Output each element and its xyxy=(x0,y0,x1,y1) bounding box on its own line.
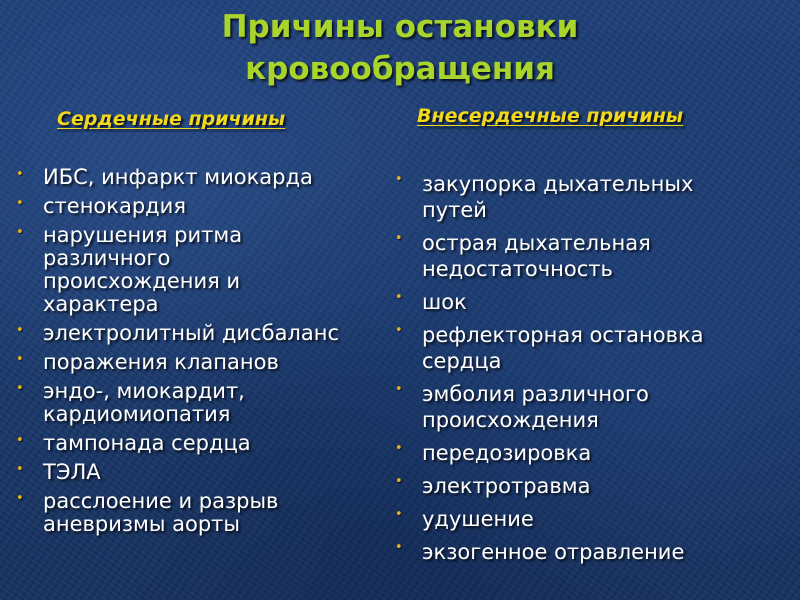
cardiac-cause-item-line: кардиомиопатия xyxy=(43,402,231,426)
cardiac-cause-item-text xyxy=(43,351,394,374)
noncardiac-cause-list-item xyxy=(393,322,793,374)
cardiac-cause-item-line: эндо-, миокардит, xyxy=(43,379,245,403)
cardiac-cause-item-text xyxy=(43,166,394,189)
noncardiac-cause-item-text xyxy=(422,230,793,282)
noncardiac-cause-item-line: острая дыхательная xyxy=(422,231,651,255)
bullet-icon: • xyxy=(16,323,24,338)
bullet-icon: • xyxy=(395,172,403,187)
noncardiac-cause-item-line: эмболия различного xyxy=(422,382,649,406)
cardiac-cause-item-line: поражения клапанов xyxy=(43,350,279,374)
cardiac-cause-item-line: ТЭЛА xyxy=(43,460,101,484)
noncardiac-cause-item-text xyxy=(422,539,793,565)
bullet-icon: • xyxy=(395,231,403,246)
noncardiac-cause-list-item xyxy=(393,440,793,466)
cardiac-cause-list-item xyxy=(14,166,394,189)
bullet-icon: • xyxy=(16,462,24,477)
bullet-icon: • xyxy=(16,381,24,396)
cardiac-cause-item-line: характера xyxy=(43,292,159,316)
cardiac-cause-item-text xyxy=(43,432,394,455)
cardiac-cause-list-item xyxy=(14,351,394,374)
bullet-icon: • xyxy=(16,167,24,182)
cardiac-cause-item-text xyxy=(43,461,394,484)
cardiac-cause-item-line: нарушения ритма xyxy=(43,223,243,247)
noncardiac-cause-list-item xyxy=(393,171,793,223)
cardiac-cause-item-text xyxy=(43,490,394,536)
noncardiac-cause-list-item xyxy=(393,506,793,532)
cardiac-cause-item-text xyxy=(43,224,394,316)
cardiac-cause-list-item xyxy=(14,461,394,484)
noncardiac-cause-item-line: удушение xyxy=(422,507,534,531)
noncardiac-cause-list-item xyxy=(393,473,793,499)
bullet-icon: • xyxy=(16,491,24,506)
slide-title xyxy=(0,6,800,90)
bullet-icon: • xyxy=(16,352,24,367)
noncardiac-cause-item-line: сердца xyxy=(422,349,502,373)
cardiac-cause-item-text xyxy=(43,195,394,218)
cardiac-cause-list-item xyxy=(14,432,394,455)
noncardiac-cause-item-text xyxy=(422,289,793,315)
noncardiac-cause-item-text xyxy=(422,506,793,532)
cardiac-cause-list-item xyxy=(14,380,394,426)
cardiac-cause-item-line: электролитный дисбаланс xyxy=(43,321,339,345)
noncardiac-cause-list-item xyxy=(393,539,793,565)
noncardiac-cause-item-text xyxy=(422,473,793,499)
bullet-icon: • xyxy=(395,441,403,456)
cardiac-cause-item-line: происхождения и xyxy=(43,269,241,293)
noncardiac-cause-item-text xyxy=(422,322,793,374)
cardiac-cause-item-line: аневризмы аорты xyxy=(43,512,240,536)
cardiac-cause-item-line: стенокардия xyxy=(43,194,186,218)
noncardiac-cause-item-line: рефлекторная остановка xyxy=(422,323,704,347)
noncardiac-cause-item-text xyxy=(422,440,793,466)
noncardiac-cause-item-line: недостаточность xyxy=(422,257,613,281)
cardiac-causes-list xyxy=(14,166,394,542)
cardiac-cause-item-text xyxy=(43,380,394,426)
slide-title-line-1: Причины остановки xyxy=(221,9,579,45)
bullet-icon: • xyxy=(395,540,403,555)
cardiac-causes-heading: Сердечные причины xyxy=(57,108,286,130)
cardiac-cause-item-text xyxy=(43,322,394,345)
cardiac-cause-list-item xyxy=(14,490,394,536)
noncardiac-cause-item-text xyxy=(422,171,793,223)
noncardiac-cause-item-line: экзогенное отравление xyxy=(422,540,685,564)
cardiac-cause-item-line: тампонада сердца xyxy=(43,431,251,455)
bullet-icon: • xyxy=(16,433,24,448)
noncardiac-cause-list-item xyxy=(393,289,793,315)
noncardiac-cause-item-line: шок xyxy=(422,290,467,314)
bullet-icon: • xyxy=(395,474,403,489)
noncardiac-cause-item-text xyxy=(422,381,793,433)
noncardiac-cause-item-line: закупорка дыхательных xyxy=(422,172,694,196)
cardiac-cause-list-item xyxy=(14,224,394,316)
slide-title-line-2: кровообращения xyxy=(245,51,555,87)
noncardiac-cause-item-line: путей xyxy=(422,198,487,222)
noncardiac-cause-list-item xyxy=(393,381,793,433)
cardiac-cause-item-line: ИБС, инфаркт миокарда xyxy=(43,165,313,189)
bullet-icon: • xyxy=(395,507,403,522)
noncardiac-cause-item-line: происхождения xyxy=(422,408,599,432)
bullet-icon: • xyxy=(395,382,403,397)
cardiac-cause-item-line: расслоение и разрыв xyxy=(43,489,279,513)
bullet-icon: • xyxy=(395,290,403,305)
cardiac-cause-list-item xyxy=(14,195,394,218)
noncardiac-causes-list xyxy=(393,171,793,572)
noncardiac-cause-list-item xyxy=(393,230,793,282)
cardiac-cause-list-item xyxy=(14,322,394,345)
noncardiac-causes-heading: Внесердечные причины xyxy=(417,105,684,127)
bullet-icon: • xyxy=(395,323,403,338)
noncardiac-cause-item-line: передозировка xyxy=(422,441,592,465)
bullet-icon: • xyxy=(16,196,24,211)
noncardiac-cause-item-line: электротравма xyxy=(422,474,591,498)
bullet-icon: • xyxy=(16,225,24,240)
cardiac-cause-item-line: различного xyxy=(43,246,171,270)
